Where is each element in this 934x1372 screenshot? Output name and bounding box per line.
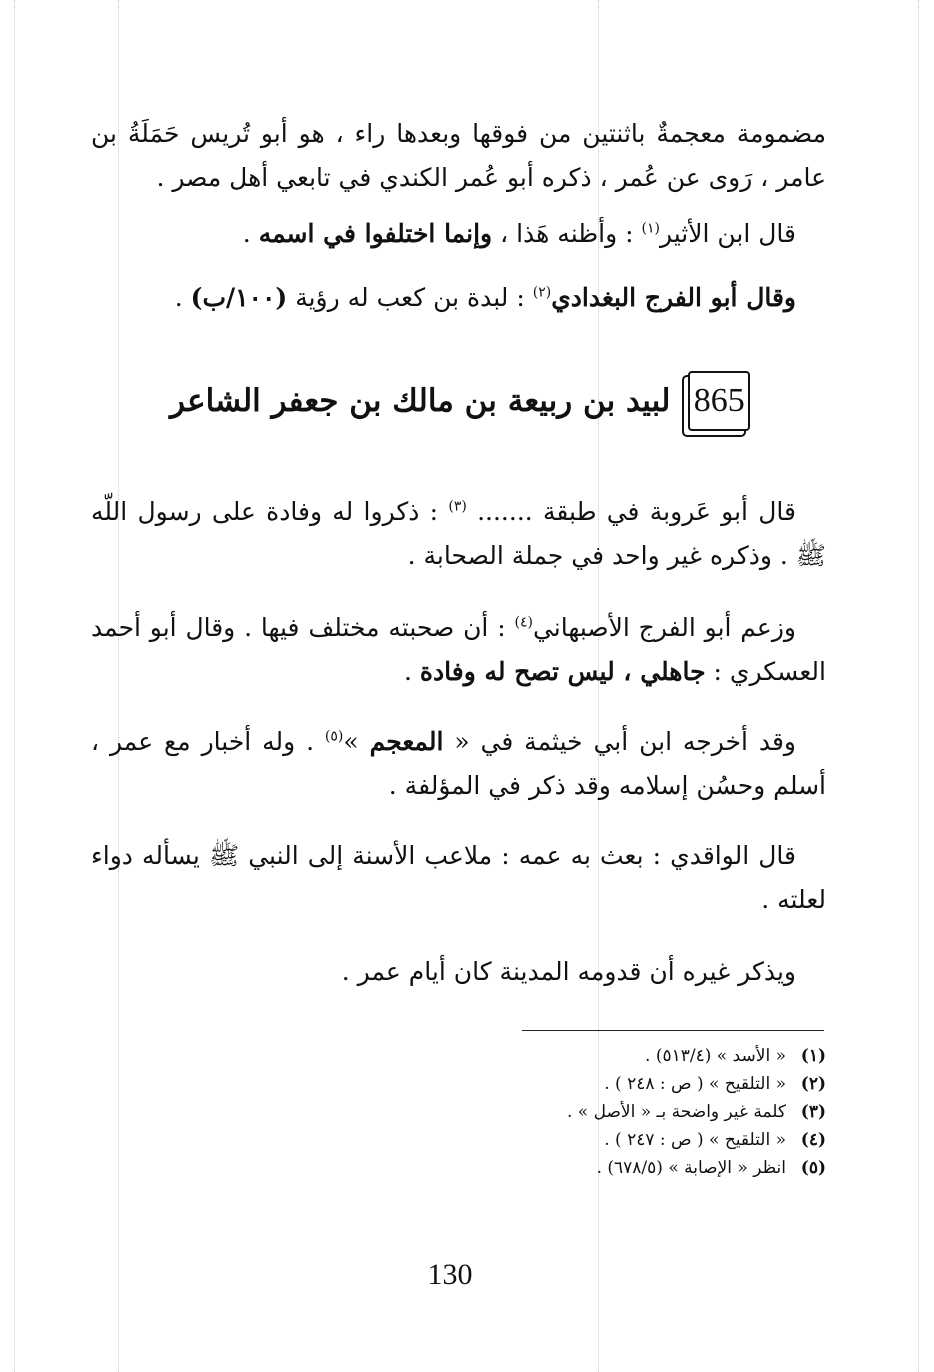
footnote-ref-1[interactable]: (١) <box>641 220 660 237</box>
bold-text: وقال أبو الفرج البغدادي <box>551 283 796 312</box>
paragraph-ibn-abi-khaythama <box>91 720 826 808</box>
footnote-number: (١) <box>800 1046 826 1066</box>
paragraph-continuation <box>91 112 826 200</box>
paragraph-waqidi <box>91 834 826 922</box>
page-number: 130 <box>427 1258 473 1291</box>
text-run: : ذكروا له وفادة على رسول اللّه ﷺ . وذكره غير واحد في جملة الصحابة . <box>91 497 826 570</box>
footnote-item <box>406 1154 826 1182</box>
footnote-ref-4[interactable]: (٤) <box>514 614 533 631</box>
footnote-ref-5[interactable]: (٥) <box>324 728 344 745</box>
entry-title: لبيد بن ربيعة بن مالك بن جعفر الشاعر <box>170 383 671 419</box>
entry-number: 865 <box>693 382 745 419</box>
footnote-text: انظر « الإصابة » (٦٧٨/٥) . <box>596 1158 786 1178</box>
bold-text: جاهلي ، ليس تصح له وفادة <box>419 657 706 686</box>
paragraph-baghdadi <box>91 276 826 320</box>
footnote-ref-3[interactable]: (٣) <box>448 498 467 515</box>
footnotes <box>406 1042 826 1182</box>
entry-heading <box>170 365 750 437</box>
text-run: وزعم أبو الفرج الأصبهاني <box>532 613 796 642</box>
text-run: قال ابن الأثير <box>659 219 796 248</box>
footnote-text: كلمة غير واضحة بـ « الأصل » . <box>567 1102 786 1122</box>
footnote-text: « التلقيح » ( ص : ٢٤٧ ) . <box>604 1130 786 1150</box>
paragraph-arrival <box>91 950 826 994</box>
bold-text: المعجم <box>369 727 444 756</box>
entry-number-box <box>688 371 750 431</box>
text-run: : أن صحبته مختلف فيها . وقال أبو أحمد العسكري : <box>91 613 826 686</box>
text-run: . وله أخبار مع عمر ، أسلم وحسُن إسلامه وقد ذكر في المؤلفة . <box>91 727 826 800</box>
paragraph-ibn-athir <box>91 212 826 256</box>
text-run: : وأظنه هَذا ، <box>492 219 642 248</box>
footnote-ref-2[interactable]: (٢) <box>532 284 552 301</box>
text-run: . <box>174 283 191 312</box>
footnote-item <box>406 1070 826 1098</box>
paragraph-text: مضمومة معجمةٌ باثنتين من فوقها وبعدها راء ، هو أبو تُريس حَمَلَةُ بن عامر ، رَوى عن عُمر ، ذكره أبو عُمر الكندي في تابعي أهل مصر . <box>91 119 826 192</box>
text-run: . <box>404 657 420 686</box>
footnote-item <box>406 1126 826 1154</box>
footnote-divider <box>522 1030 824 1031</box>
footnote-item <box>406 1098 826 1126</box>
scan-dots <box>918 0 919 1372</box>
bold-text: وإنما اختلفوا في اسمه <box>258 219 493 248</box>
text-run: » <box>343 727 370 756</box>
footnote-number: (٢) <box>800 1074 826 1094</box>
paragraph-text: ويذكر غيره أن قدومه المدينة كان أيام عمر . <box>341 957 796 986</box>
footnote-number: (٤) <box>800 1130 826 1150</box>
footnote-number: (٣) <box>800 1102 826 1122</box>
paragraph-text: قال الواقدي : بعث به عمه : ملاعب الأسنة إلى النبي ﷺ يسأله دواء لعلته . <box>91 841 826 914</box>
paragraph-abu-aruba <box>91 490 826 578</box>
footnote-text: « الأسد » (٥١٣/٤) . <box>645 1046 786 1066</box>
text-run: قال أبو عَروبة في طبقة ....... <box>466 497 796 526</box>
text-run: . <box>242 219 259 248</box>
footnote-item <box>406 1042 826 1070</box>
footnote-number: (٥) <box>800 1158 826 1178</box>
text-run: وقد أخرجه ابن أبي خيثمة في « <box>443 727 796 756</box>
scan-dots <box>14 0 15 1372</box>
paragraph-isfahani <box>91 606 826 694</box>
folio-reference: (١٠٠/ب) <box>190 283 288 312</box>
text-run: : لبدة بن كعب له رؤية <box>287 283 533 312</box>
footnote-text: « التلقيح » ( ص : ٢٤٨ ) . <box>604 1074 786 1094</box>
